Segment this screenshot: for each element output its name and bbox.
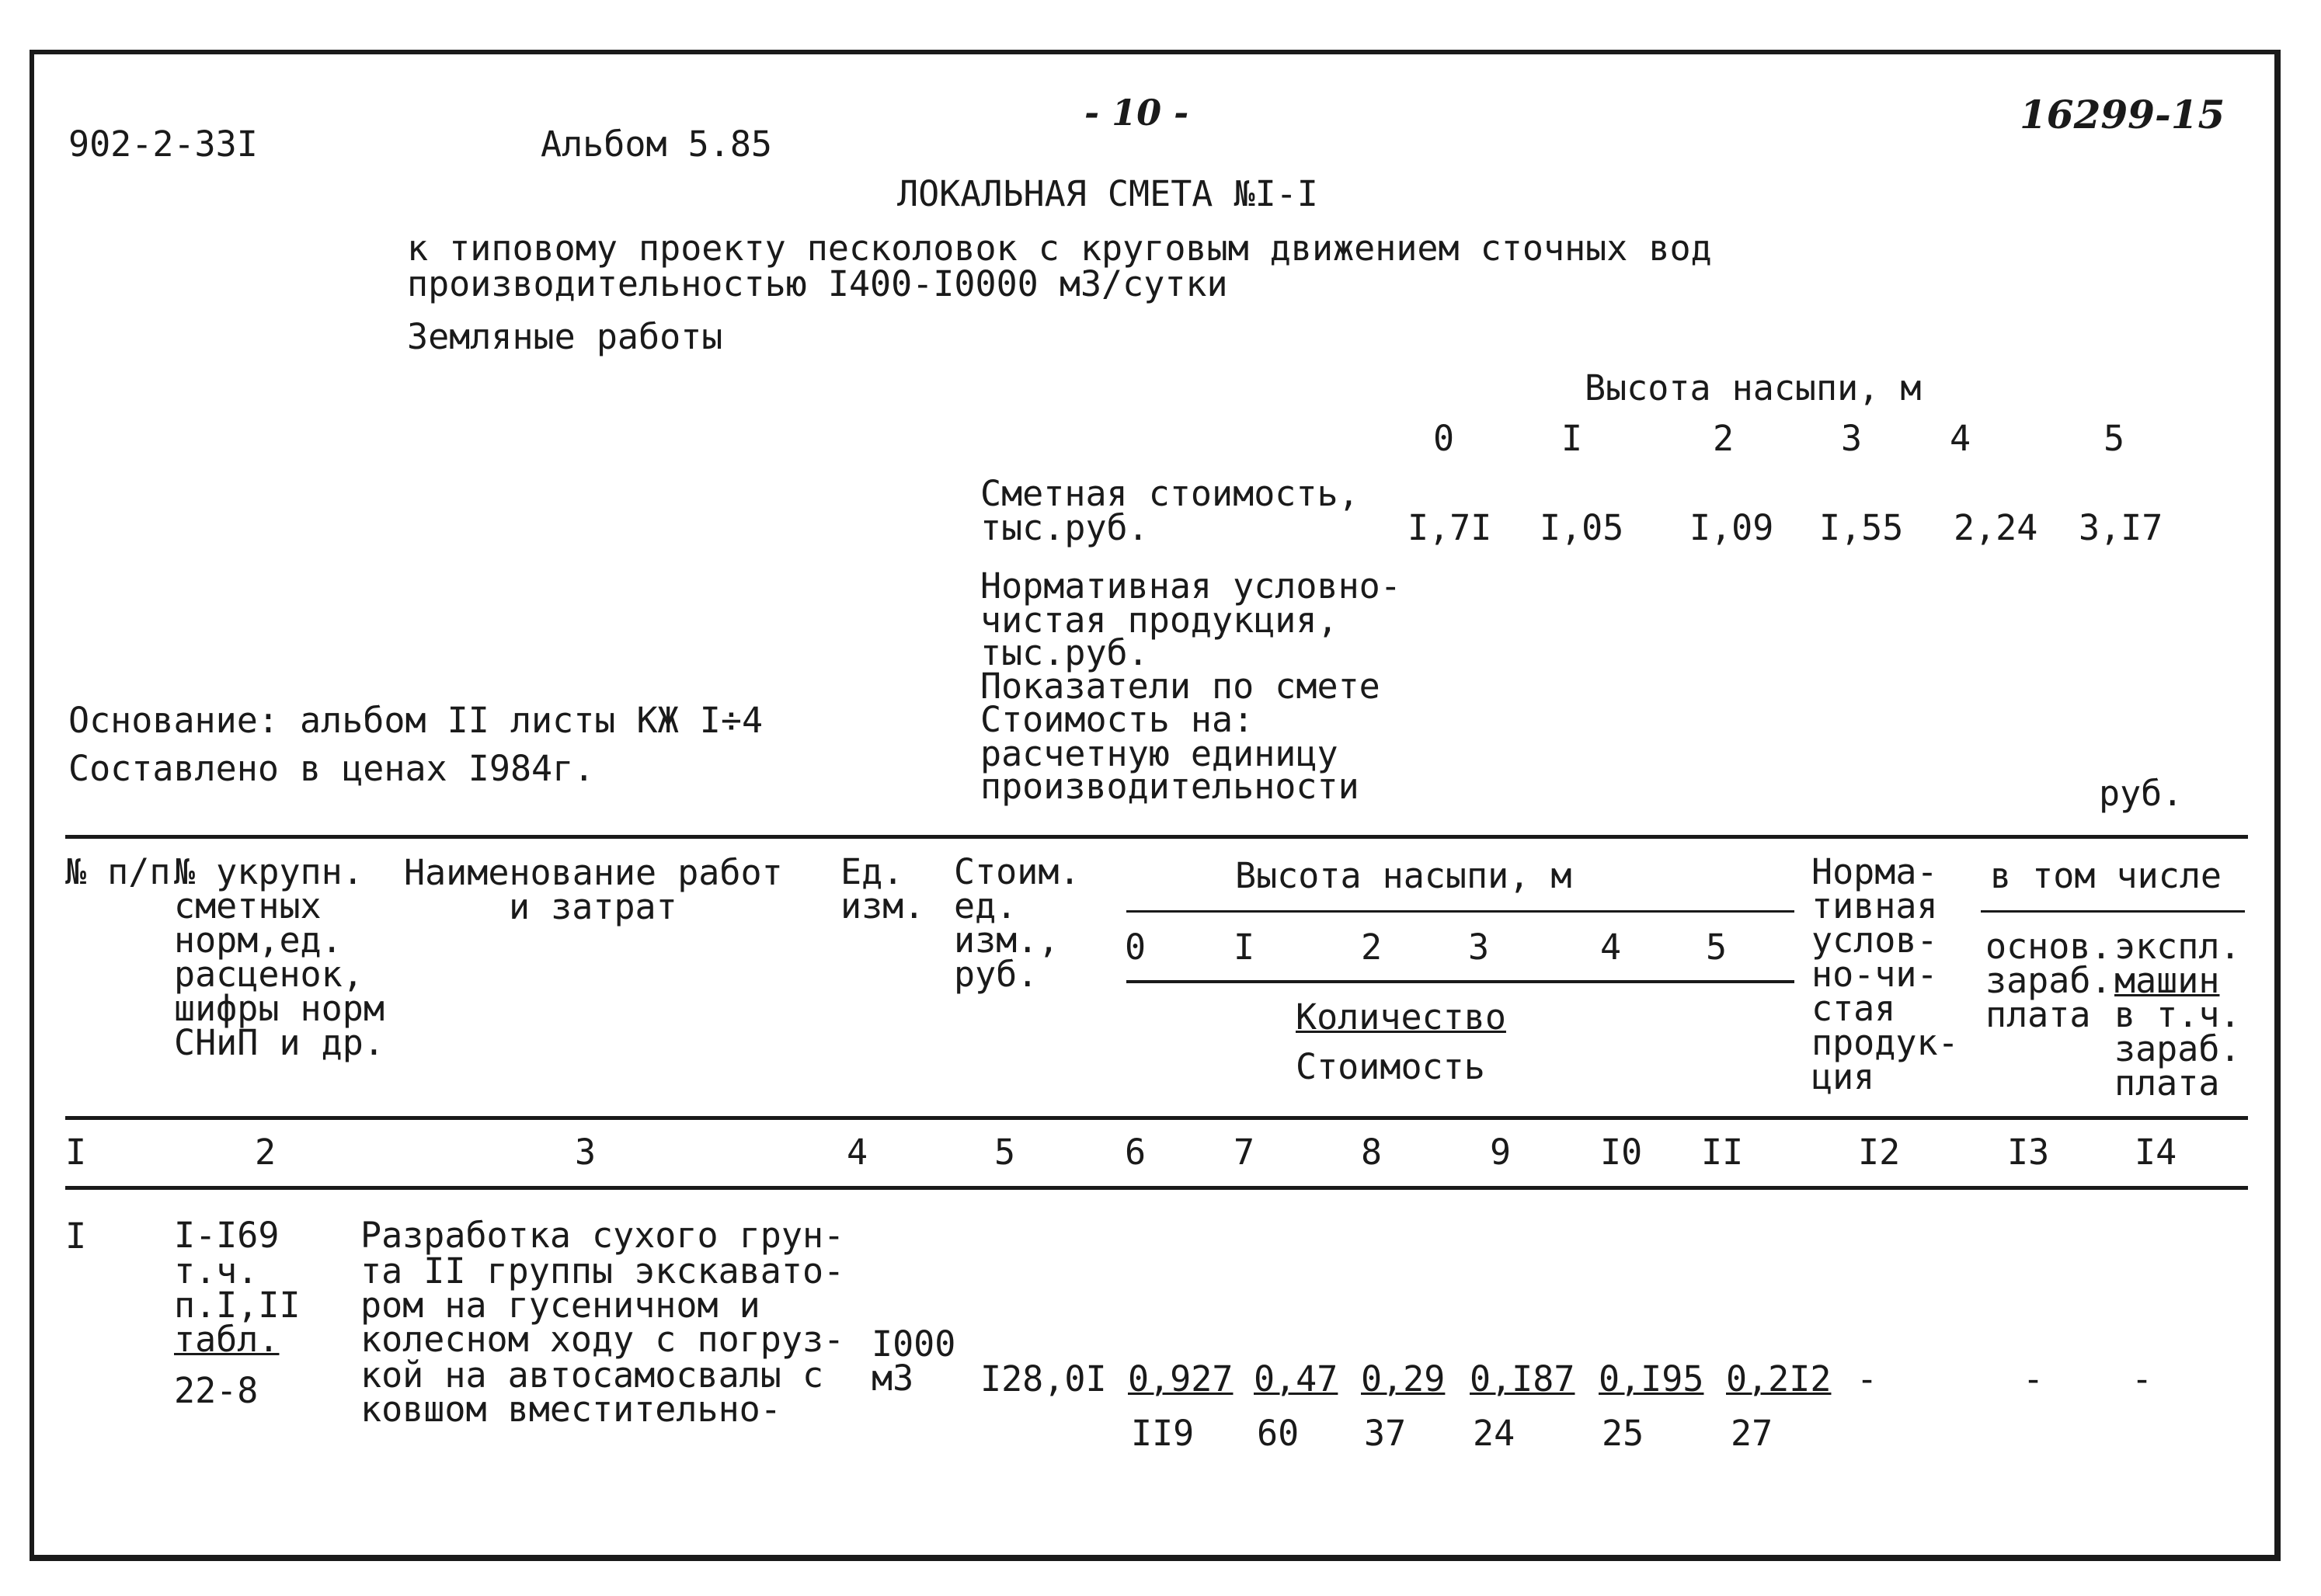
col-cost-header-1: Стоим. <box>954 851 1080 892</box>
row-cost-h0: II9 <box>1131 1413 1195 1454</box>
col-cost-header-3: изм., <box>954 920 1060 961</box>
col-norm-header-3: норм,ед. <box>174 920 343 961</box>
col-h3-header: 3 <box>1468 927 1490 968</box>
rub-unit: руб. <box>2099 773 2184 814</box>
summary-height-0: 0 <box>1433 418 1455 459</box>
table-top-rule <box>65 835 2248 839</box>
row-base-pay: - <box>2023 1358 2044 1400</box>
summary-cost-4: 2,24 <box>1954 507 2038 548</box>
col-h4-header: 4 <box>1600 927 1622 968</box>
col-number-1: I <box>65 1132 87 1173</box>
summary-cost-1: I,05 <box>1540 507 1624 548</box>
norm-label-1: Нормативная условно- <box>980 565 1401 607</box>
col-npc-header-5: стая <box>1811 988 1896 1029</box>
row-code-2: т.ч. <box>174 1250 259 1292</box>
row-unit-1: I000 <box>872 1323 956 1365</box>
summary-height-label: Высота насыпи, м <box>1585 367 1922 409</box>
quantity-header: Количество <box>1296 996 1506 1038</box>
col-number-2: 2 <box>255 1132 277 1173</box>
row-code-4: табл. <box>174 1319 280 1360</box>
height-group-header: Высота насыпи, м <box>1235 855 1572 896</box>
row-number: I <box>65 1215 87 1257</box>
indicators-label-2: Стоимость на: <box>980 699 1254 740</box>
row-unit-cost: I28,0I <box>980 1358 1107 1400</box>
col-h5-header: 5 <box>1706 927 1728 968</box>
indicators-label-3: расчетную единицу <box>980 733 1338 774</box>
row-cost-h4: 25 <box>1602 1413 1644 1454</box>
col-mach-header-5: плата <box>2114 1062 2220 1104</box>
cost-label-1: Сметная стоимость, <box>980 473 1359 514</box>
height-header-rule <box>1126 910 1794 913</box>
col-number-8: 8 <box>1361 1132 1383 1173</box>
row-qty-h0: 0,927 <box>1128 1358 1234 1400</box>
row-qty-h3: 0,I87 <box>1470 1358 1575 1400</box>
col-npc-header-6: продук- <box>1811 1022 1959 1063</box>
col-base-header-2: зараб. <box>1985 960 2112 1001</box>
row-machine-cost: - <box>2131 1358 2153 1400</box>
header-bottom-rule <box>65 1116 2248 1120</box>
row-npc: - <box>1856 1358 1878 1400</box>
col-npc-header-7: ция <box>1811 1056 1875 1097</box>
row-unit-2: м3 <box>872 1358 914 1399</box>
page-number: - 10 - <box>1084 92 1189 134</box>
indicators-label-4: производительности <box>980 766 1359 807</box>
document-number: 16299-15 <box>2020 92 2225 137</box>
col-norm-header-1: № укрупн. <box>174 851 364 892</box>
estimate-title: ЛОКАЛЬНАЯ СМЕТА №I-I <box>897 173 1318 214</box>
col-h2-header: 2 <box>1361 927 1383 968</box>
summary-height-1: I <box>1561 418 1583 459</box>
subtitle-line-2: производительностью I400-I0000 м3/сутки <box>407 263 1228 304</box>
cost-header: Стоимость <box>1296 1046 1485 1087</box>
row-name-1: Разработка сухого грун- <box>360 1215 845 1256</box>
prices-note: Составлено в ценах I984г. <box>68 748 595 789</box>
row-name-6: ковшом вместительно- <box>360 1389 781 1430</box>
row-cost-h1: 60 <box>1257 1413 1300 1454</box>
col-base-header-3: плата <box>1985 994 2091 1035</box>
row-cost-h3: 24 <box>1473 1413 1515 1454</box>
col-npc-header-1: Норма- <box>1811 851 1938 892</box>
col-h1-header: I <box>1234 927 1255 968</box>
col-norm-header-6: СНиП и др. <box>174 1022 385 1063</box>
norm-label-3: тыс.руб. <box>980 632 1149 673</box>
row-name-4: колесном ходу с погруз- <box>360 1319 845 1360</box>
col-unit-header-2: изм. <box>840 885 925 927</box>
col-num-header: № п/п <box>65 851 171 892</box>
summary-height-3: 3 <box>1841 418 1863 459</box>
col-mach-header-4: зараб. <box>2114 1028 2241 1069</box>
summary-cost-3: I,55 <box>1819 507 1904 548</box>
col-h0-header: 0 <box>1125 927 1147 968</box>
section-title: Земляные работы <box>407 316 723 357</box>
col-number-14: I4 <box>2135 1132 2177 1173</box>
col-number-4: 4 <box>847 1132 868 1173</box>
basis-note: Основание: альбом II листы КЖ I÷4 <box>68 700 764 741</box>
row-name-2: та II группы экскавато- <box>360 1250 845 1292</box>
col-number-6: 6 <box>1125 1132 1147 1173</box>
summary-cost-2: I,09 <box>1689 507 1774 548</box>
height-subheader-rule <box>1126 980 1794 983</box>
project-code: 902-2-33I <box>68 123 258 165</box>
col-number-9: 9 <box>1490 1132 1512 1173</box>
col-unit-header-1: Ед. <box>840 851 904 892</box>
row-name-5: кой на автосамосвалы с <box>360 1354 824 1396</box>
col-base-header-1: основ. <box>1985 926 2112 967</box>
row-name-3: ром на гусеничном и <box>360 1285 760 1326</box>
col-name-header-1: Наименование работ <box>404 852 783 893</box>
col-number-10: I0 <box>1600 1132 1643 1173</box>
col-number-11: II <box>1701 1132 1744 1173</box>
col-number-7: 7 <box>1234 1132 1255 1173</box>
norm-label-2: чистая продукция, <box>980 600 1338 641</box>
row-qty-h4: 0,I95 <box>1599 1358 1704 1400</box>
col-mach-header-2: машин <box>2114 960 2220 1001</box>
album-label: Альбом 5.85 <box>541 123 773 165</box>
row-code-1: I-I69 <box>174 1215 280 1256</box>
summary-cost-5: 3,I7 <box>2079 507 2163 548</box>
col-cost-header-2: ед. <box>954 885 1018 927</box>
col-norm-header-4: расценок, <box>174 954 364 995</box>
col-mach-header-3: в т.ч. <box>2114 994 2241 1035</box>
summary-cost-0: I,7I <box>1408 507 1492 548</box>
col-mach-header-1: экспл. <box>2114 926 2241 967</box>
col-number-12: I2 <box>1858 1132 1901 1173</box>
col-number-3: 3 <box>575 1132 597 1173</box>
col-numbers-rule <box>65 1186 2248 1190</box>
col-norm-header-5: шифры норм <box>174 988 385 1029</box>
summary-height-4: 4 <box>1950 418 1971 459</box>
row-code-5: 22-8 <box>174 1370 259 1411</box>
row-code-3: п.I,II <box>174 1285 301 1326</box>
row-qty-h2: 0,29 <box>1361 1358 1446 1400</box>
col-name-header-2: и затрат <box>509 886 677 927</box>
col-norm-header-2: сметных <box>174 885 322 927</box>
row-qty-h5: 0,2I2 <box>1726 1358 1832 1400</box>
row-qty-h1: 0,47 <box>1254 1358 1338 1400</box>
col-npc-header-3: услов- <box>1811 920 1938 961</box>
col-cost-header-4: руб. <box>954 954 1039 995</box>
row-cost-h5: 27 <box>1731 1413 1773 1454</box>
col-npc-header-4: но-чи- <box>1811 954 1938 995</box>
subtitle-line-1: к типовому проекту песколовок с круговым движением сточных вод <box>407 228 1712 269</box>
incl-header-rule <box>1981 910 2245 913</box>
col-npc-header-2: тивная <box>1811 885 1938 927</box>
col-number-5: 5 <box>994 1132 1016 1173</box>
col-number-13: I3 <box>2007 1132 2050 1173</box>
incl-group-header: в том числе <box>1990 855 2222 896</box>
row-cost-h2: 37 <box>1364 1413 1407 1454</box>
summary-height-2: 2 <box>1713 418 1735 459</box>
summary-height-5: 5 <box>2104 418 2125 459</box>
indicators-label-1: Показатели по смете <box>980 666 1380 707</box>
cost-label-2: тыс.руб. <box>980 507 1149 548</box>
